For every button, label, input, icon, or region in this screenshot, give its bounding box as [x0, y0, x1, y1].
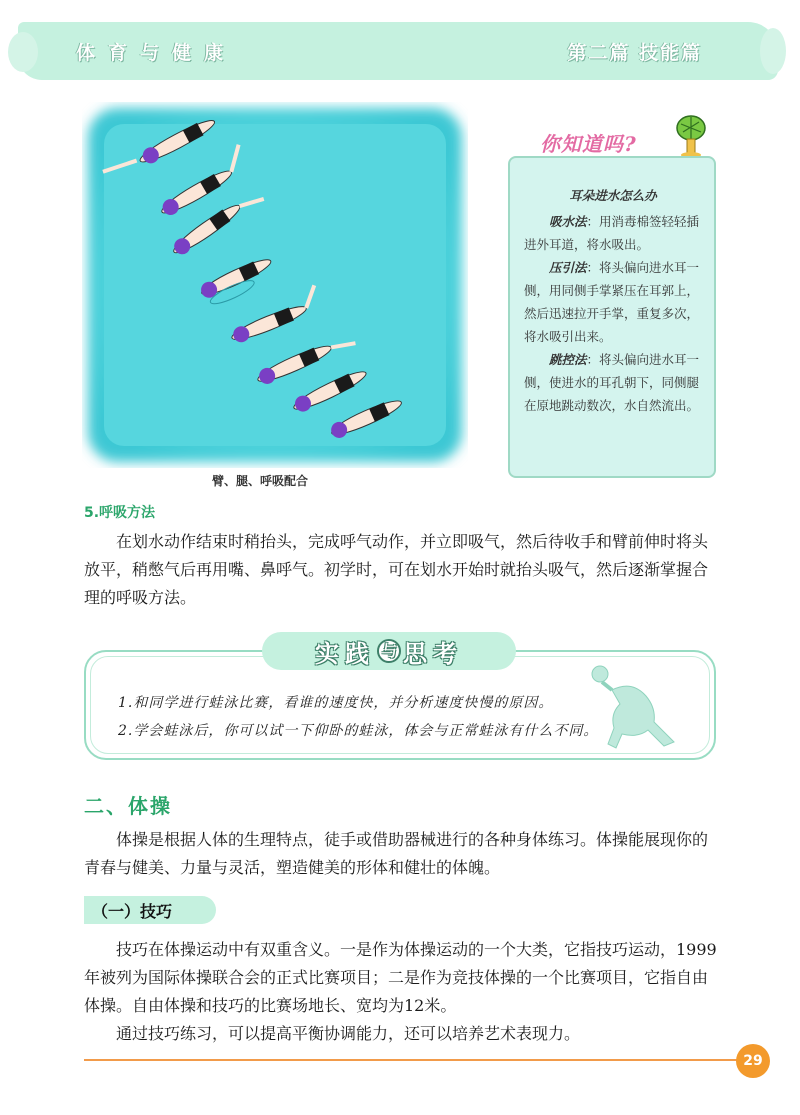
tumbling-paragraph-2: 通过技巧练习，可以提高平衡协调能力，还可以培养艺术表现力。 — [116, 1024, 581, 1043]
info-item — [524, 210, 702, 256]
practice-title-part3: 思考 — [403, 639, 463, 668]
practice-item: 2.学会蛙泳后，你可以试一下仰卧的蛙泳，体会与正常蛙泳有什么不同。 — [118, 723, 599, 739]
section-title: 第二篇 技能篇 — [567, 42, 702, 64]
figure-caption: 臂、腿、呼吸配合 — [212, 474, 309, 488]
practice-banner — [262, 632, 516, 670]
info-text: ：用消毒棉签轻轻插进外耳道，将水吸出。 — [524, 214, 700, 252]
info-item — [524, 256, 702, 348]
info-title: 耳朵进水怎么办 — [569, 188, 657, 203]
info-heading: 你知道吗? — [540, 132, 637, 156]
info-term: 跳控法 — [549, 352, 587, 367]
info-item — [524, 348, 702, 417]
footer-rule — [84, 1059, 742, 1061]
practice-item: 1.和同学进行蛙泳比赛，看谁的速度快，并分析速度快慢的原因。 — [118, 695, 554, 711]
goalkeeper-silhouette-icon — [582, 660, 702, 758]
section-gymnastics-paragraph: 体操是根据人体的生理特点，徒手或借助器械进行的各种身体练习。体操能展现你的青春与健美、力量与灵活，塑造健美的形体和健壮的体魄。 — [84, 830, 709, 877]
page-number: 29 — [736, 1044, 770, 1078]
section-gymnastics-heading: 二、体操 — [84, 794, 172, 818]
info-text: ：将头偏向进水耳一侧，使进水的耳孔朝下，同侧腿在原地跳动数次，水自然流出。 — [524, 352, 700, 413]
info-box — [508, 156, 716, 478]
turtle-mascot-icon — [674, 114, 708, 160]
swimmer-sequence-illustration — [82, 102, 468, 468]
practice-title-part2: 与 — [382, 642, 398, 660]
section-5-paragraph: 在划水动作结束时稍抬头，完成呼气动作，并立即吸气，然后待收手和臂前伸时将头放平，稍憋气后再用嘴、鼻呼气。初学时，可在划水开始时就抬头吸气，然后逐渐掌握合理的呼吸方法。 — [84, 532, 709, 607]
section-5-heading: 5.呼吸方法 — [84, 505, 156, 521]
info-text: ：将头偏向进水耳一侧，用同侧手掌紧压在耳郭上，然后迅速拉开手掌，重复多次，将水吸引出来。 — [524, 260, 700, 344]
practice-title-circle — [377, 639, 401, 663]
book-title: 体育与健康 — [76, 42, 237, 64]
subsection-tumbling-heading: （一）技巧 — [92, 902, 173, 921]
practice-title-part1: 实践 — [315, 639, 375, 668]
tumbling-paragraph-1: 技巧在体操运动中有双重含义。一是作为体操运动的一个大类，它指技巧运动，1999年被列为国际体操联合会的正式比赛项目；二是作为竞技体操的一个比赛项目，它指自由体操。自由体操和技巧的比赛场地长、宽均为12米。 — [84, 940, 717, 1015]
info-term: 吸水法 — [549, 214, 587, 229]
info-term: 压引法 — [549, 260, 587, 275]
